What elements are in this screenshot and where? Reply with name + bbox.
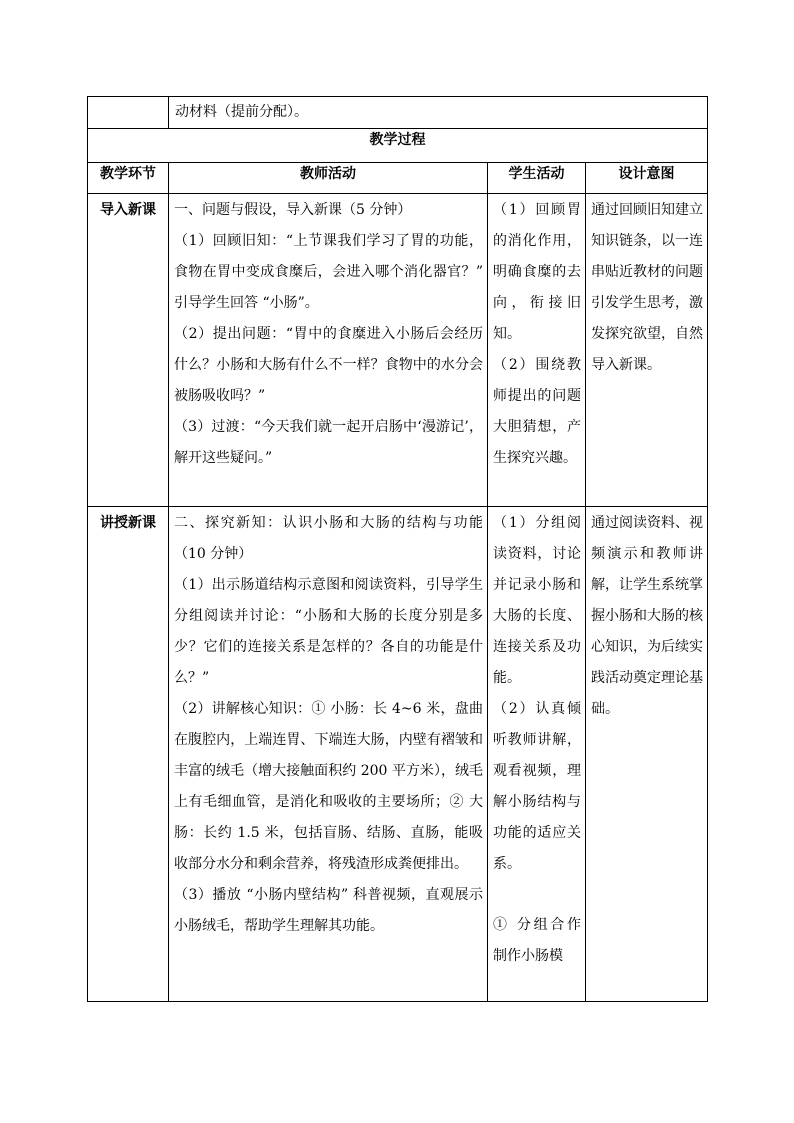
materials-cell [169, 97, 708, 129]
table-row [88, 194, 708, 507]
design-paragraph: 通过阅读资料、视频演示和教师讲解，让学生系统掌握小肠和大肠的核心知识，为后续实践活动奠定理论基础。 [591, 515, 704, 717]
student-paragraph: （1）回顾胃的消化作用，明确食糜的去向，衔接旧知。 [493, 202, 581, 342]
design-paragraph: 通过回顾旧知建立知识链条，以一连串贴近教材的问题引发学生思考，激发探究欲望，自然导入新课。 [591, 202, 704, 373]
table-row [88, 507, 708, 1002]
header-design: 设计意图 [586, 163, 708, 194]
section-title: 教学过程 [369, 132, 426, 148]
teacher-paragraph: 二、探究新知：认识小肠和大肠的结构与功能（10 分钟） [174, 515, 483, 562]
student-paragraph: ① 分组合作制作小肠模 [493, 917, 581, 964]
stage-cell [88, 507, 169, 1002]
stage-cell [88, 194, 169, 507]
teacher-paragraph: （1）回顾旧知：“上节课我们学习了胃的功能，食物在胃中变成食糜后，会进入哪个消化器官？” 引导学生回答 “小肠”。 [174, 233, 483, 311]
materials-row [88, 97, 708, 129]
teacher-paragraph: （2）讲解核心知识：① 小肠：长 4~6 米，盘曲在腹腔内，上端连胃、下端连大肠，内壁有褶皱和丰富的绒毛（增大接触面积约 200 平方米），绒毛上有毛细血管，是消化和吸收的主要场所；② 大肠：长约 1.5 米，包括盲肠、结肠、直肠，能吸收部分水分和剩余营养，将残渣形成粪便排出。 [174, 701, 483, 872]
stage-label: 讲授新课 [100, 515, 156, 531]
section-title-cell [88, 129, 708, 163]
header-stage: 教学环节 [88, 163, 169, 194]
student-paragraph: （2）认真倾听教师讲解，观看视频，理解小肠结构与功能的适应关系。 [493, 701, 581, 872]
design-intent-cell [586, 194, 708, 507]
section-title-row [88, 129, 708, 163]
design-intent-cell [586, 507, 708, 1002]
teacher-paragraph: （3）播放 “小肠内壁结构” 科普视频，直观展示小肠绒毛，帮助学生理解其功能。 [174, 887, 483, 934]
header-row [88, 163, 708, 194]
teacher-paragraph: （1）出示肠道结构示意图和阅读资料，引导学生分组阅读并讨论：“小肠和大肠的长度分别是多少？它们的连接关系是怎样的？各自的功能是什么？” [174, 577, 483, 686]
stage-label: 导入新课 [100, 202, 156, 218]
student-paragraph: （2）围绕教师提出的问题大胆猜想，产生探究兴趣。 [493, 357, 581, 466]
materials-label-cell [88, 97, 169, 129]
student-paragraph: （1）分组阅读资料，讨论并记录小肠和大肠的长度、连接关系及功能。 [493, 515, 581, 686]
lesson-plan-table [87, 96, 708, 1002]
materials-text: 动材料（提前分配）。 [175, 104, 308, 120]
teacher-activity-cell [169, 194, 488, 507]
teacher-paragraph: （3）过渡：“今天我们就一起开启肠中‘漫游记’，解开这些疑问。” [174, 419, 483, 466]
header-teacher: 教师活动 [169, 163, 488, 194]
header-student: 学生活动 [488, 163, 586, 194]
student-activity-cell [488, 507, 586, 1002]
teacher-paragraph: （2）提出问题：“胃中的食糜进入小肠后会经历什么？小肠和大肠有什么不一样？食物中的水分会被肠吸收吗？” [174, 326, 483, 404]
teacher-paragraph: 一、问题与假设，导入新课（5 分钟） [174, 202, 412, 218]
teacher-activity-cell [169, 507, 488, 1002]
student-activity-cell [488, 194, 586, 507]
